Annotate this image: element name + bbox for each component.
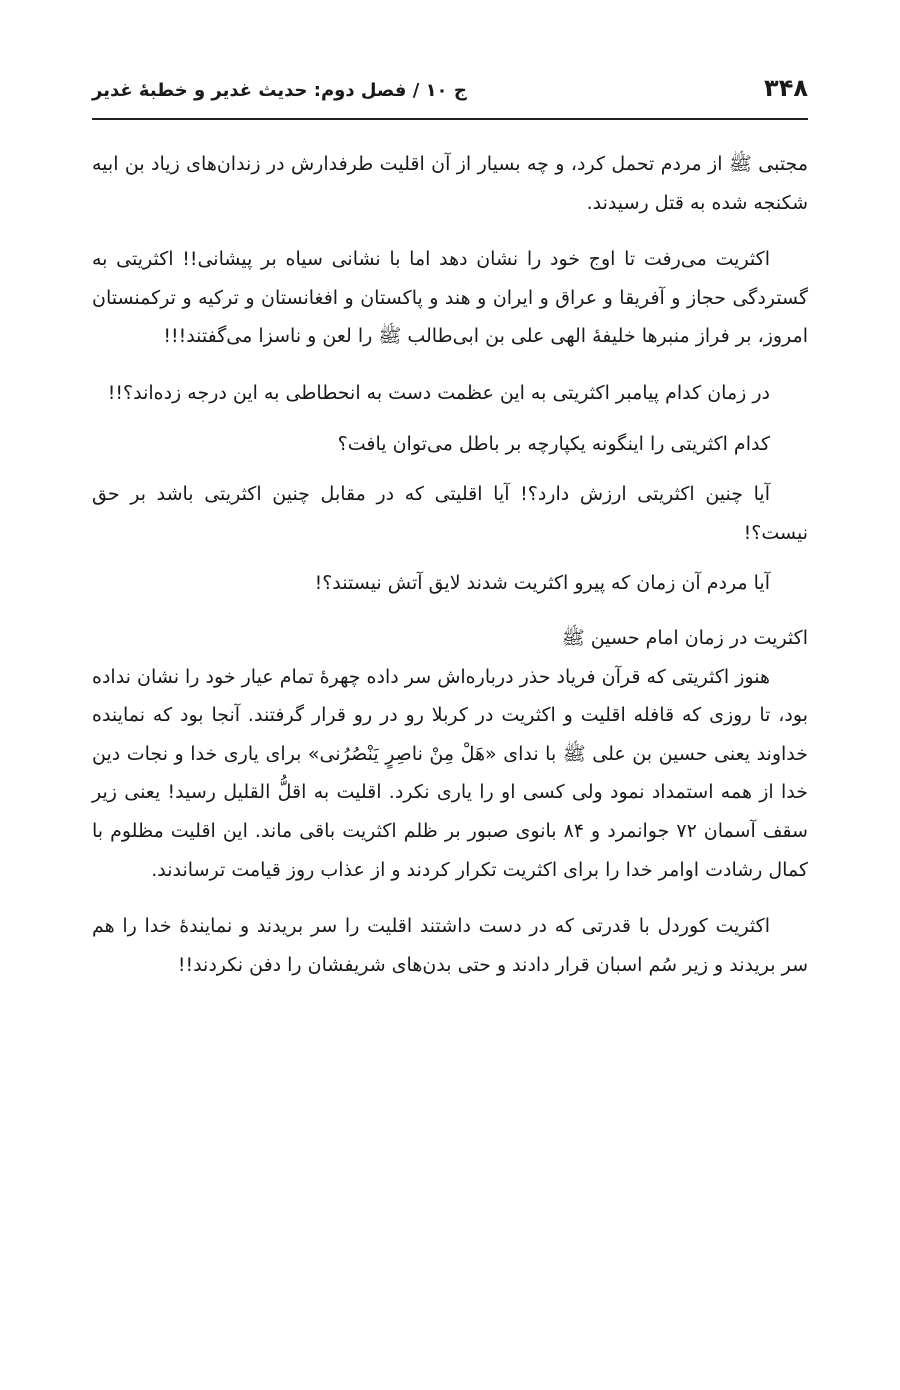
paragraph-4: کدام اکثریتی را اینگونه یکپارچه بر باطل می‌توان یافت؟	[337, 432, 770, 455]
section-paragraph-2: اکثریت کوردل با قدرتی که در دست داشتند اقلیت را سر بریدند و نمایندهٔ خدا را هم سر بریدند و زیر سُم اسبان قرار دادند و حتی بدن‌های شریفشان را دفن نکردند!!	[92, 915, 808, 976]
page-body	[92, 145, 808, 984]
quran-quote: هَلْ مِنْ ناصِرٍ يَنْصُرُنی	[319, 742, 486, 765]
paragraph-5: آیا چنین اکثریتی ارزش دارد؟! آیا اقلیتی که در مقابل چنین اکثریتی باشد بر حق نیست؟!	[92, 483, 808, 544]
paragraph-6: آیا مردم آن زمان که پیرو اکثریت شدند لایق آتش نیستند؟!	[314, 572, 770, 595]
paragraph-3: در زمان کدام پیامبر اکثریتی به این عظمت دست به انحطاطی به این درجه زده‌اند؟!!	[107, 381, 770, 404]
section-paragraph-1-part-a: هنوز اکثریتی که قرآن فریاد حذر درباره‌اش سر داده چهرهٔ تمام عیار خود را نشان نداده بود، تا روزی که قافله اقلیت و اکثریت در کربلا رو در رو قرار گرفتند. آنجا بود که نماینده خداوند یعنی حسین بن علی ﷺ با ندای «	[92, 665, 808, 765]
page-number: ۳۴۸	[764, 74, 808, 102]
section-paragraph-1	[92, 658, 808, 890]
section-paragraph-1-part-b: » برای یاری خدا و نجات دین خدا از همه استمداد نمود ولی کسی او را یاری نکرد. اقلیت به اقلُّ القلیل رسید! یعنی زیر سقف آسمان ۷۲ جوانمرد و ۸۴ بانوی صبور بر ظلم اکثریت باقی ماند. این اقلیت مظلوم با کمال رشادت اوامر خدا را برای اکثریت تکرار کردند و از عذاب روز قیامت ترساندند.	[92, 742, 808, 881]
paragraph-1: مجتبی ﷺ از مردم تحمل کرد، و چه بسیار از آن اقلیت طرفدارش در زندان‌های زیاد بن ابیه شکنجه شده به قتل رسیدند.	[92, 153, 808, 214]
section-heading: اکثریت در زمان امام حسین ﷺ	[561, 626, 808, 649]
running-title: ج ۱۰ / فصل دوم: حدیث غدیر و خطبهٔ غدیر	[92, 80, 467, 101]
paragraph-2: اکثریت می‌رفت تا اوج خود را نشان دهد اما با نشانی سیاه بر پیشانی!! اکثریتی به گستردگی حجاز و آفریقا و عراق و ایران و هند و پاکستان و افغانستان و ترکیه و ترکمنستان امروز، بر فراز منبرها خلیفهٔ الهی علی بن ابی‌طالب ﷺ را لعن و ناسزا می‌گفتند!!!	[92, 248, 808, 348]
page-header	[92, 68, 808, 120]
